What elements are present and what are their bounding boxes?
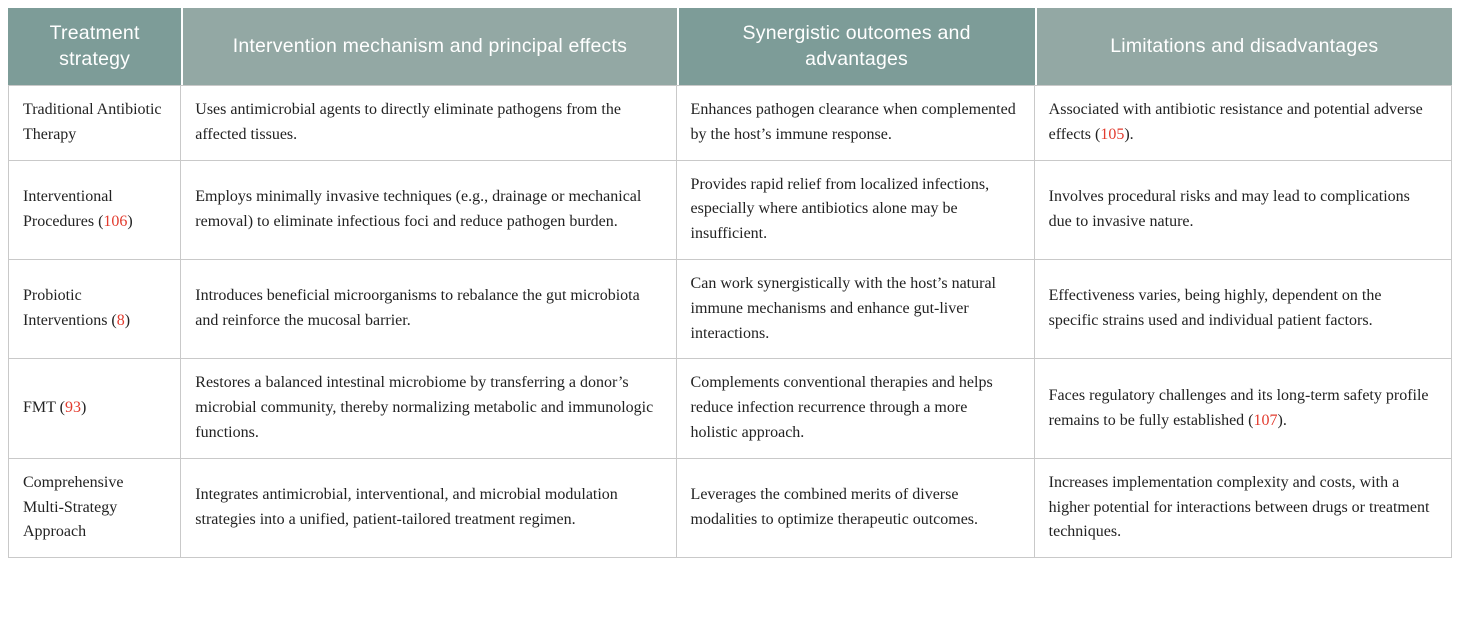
table-body	[8, 85, 1452, 558]
table-cell	[1035, 359, 1452, 458]
cell-text: )	[124, 312, 131, 330]
column-header-synergistic-outcomes: Synergistic outcomes and advantages	[677, 8, 1035, 85]
cell-text: Provides rapid relief from localized infections, especially where antibiotics alone may be insufficient.	[690, 175, 990, 243]
table-cell	[181, 161, 676, 260]
table-cell	[1035, 459, 1452, 558]
column-header-limitations: Limitations and disadvantages	[1035, 8, 1452, 85]
cell-text: Uses antimicrobial agents to directly eliminate pathogens from the affected tissues.	[195, 101, 621, 143]
cell-text: Leverages the combined merits of diverse modalities to optimize therapeutic outcomes.	[690, 486, 979, 528]
table-row	[8, 85, 1452, 161]
cell-text: Involves procedural risks and may lead to complications due to invasive nature.	[1048, 187, 1410, 230]
table-cell	[677, 260, 1035, 359]
citation-ref[interactable]: 105	[1100, 125, 1125, 143]
cell-text: Interventional Procedures (	[23, 187, 113, 230]
citation-ref[interactable]: 107	[1253, 411, 1278, 429]
cell-text: )	[127, 212, 133, 230]
citation-ref[interactable]: 106	[103, 212, 128, 230]
cell-text: )	[80, 399, 87, 417]
table-cell	[181, 359, 676, 458]
cell-text: Complements conventional therapies and helps reduce infection recurrence through a more holistic approach.	[690, 374, 993, 441]
table-cell	[677, 161, 1035, 260]
citation-ref[interactable]: 8	[116, 312, 125, 330]
table-cell	[1035, 85, 1452, 161]
cell-text: Can work synergistically with the host’s natural immune mechanisms and enhance gut-liver interactions.	[690, 274, 996, 342]
treatment-strategies-table	[8, 8, 1452, 558]
cell-text: Employs minimally invasive techniques (e.g., drainage or mechanical removal) to eliminate infectious foci and reduce pathogen burden.	[195, 187, 642, 230]
table-header	[8, 8, 1452, 85]
table-cell	[181, 459, 676, 558]
cell-text: Enhances pathogen clearance when complemented by the host’s immune response.	[690, 101, 1016, 143]
table-header-row	[8, 8, 1452, 85]
cell-text: Effectiveness varies, being highly, dependent on the specific strains used and individual patient factors.	[1048, 287, 1382, 330]
cell-text: FMT (	[23, 399, 65, 417]
table-row	[8, 459, 1452, 558]
table-cell	[8, 459, 181, 558]
cell-text: Probiotic Interventions (	[23, 287, 117, 330]
table-row	[8, 359, 1452, 458]
table-cell	[677, 85, 1035, 161]
table-cell	[8, 260, 181, 359]
cell-text: Integrates antimicrobial, interventional, and microbial modulation strategies into a unified, patient-tailored treatment regimen.	[195, 486, 618, 528]
table-row	[8, 161, 1452, 260]
cell-text: Increases implementation complexity and costs, with a higher potential for interactions between drugs or treatment techniques.	[1048, 473, 1430, 541]
table-cell	[8, 85, 181, 161]
table-cell	[181, 260, 676, 359]
cell-text: Faces regulatory challenges and its long-term safety profile remains to be fully established (	[1048, 386, 1429, 429]
citation-ref[interactable]: 93	[64, 399, 81, 417]
cell-text: Introduces beneficial microorganisms to rebalance the gut microbiota and reinforce the mucosal barrier.	[195, 287, 640, 330]
table-cell	[8, 359, 181, 458]
table-cell	[1035, 260, 1452, 359]
cell-text: ).	[1277, 411, 1287, 429]
column-header-intervention-mechanism: Intervention mechanism and principal effects	[181, 8, 676, 85]
table-cell	[181, 85, 676, 161]
cell-text: Associated with antibiotic resistance and potential adverse effects (	[1048, 101, 1423, 143]
cell-text: Traditional Antibiotic Therapy	[23, 101, 162, 143]
cell-text: Restores a balanced intestinal microbiome by transferring a donor’s microbial community, thereby normalizing metabolic and immunologic functions.	[195, 374, 654, 441]
treatment-strategies-table-container	[8, 8, 1452, 558]
table-cell	[677, 359, 1035, 458]
table-cell	[677, 459, 1035, 558]
cell-text: ).	[1124, 125, 1134, 143]
table-row	[8, 260, 1452, 359]
table-cell	[1035, 161, 1452, 260]
cell-text: Comprehensive Multi-Strategy Approach	[23, 473, 124, 541]
column-header-treatment-strategy: Treatment strategy	[8, 8, 181, 85]
table-cell	[8, 161, 181, 260]
